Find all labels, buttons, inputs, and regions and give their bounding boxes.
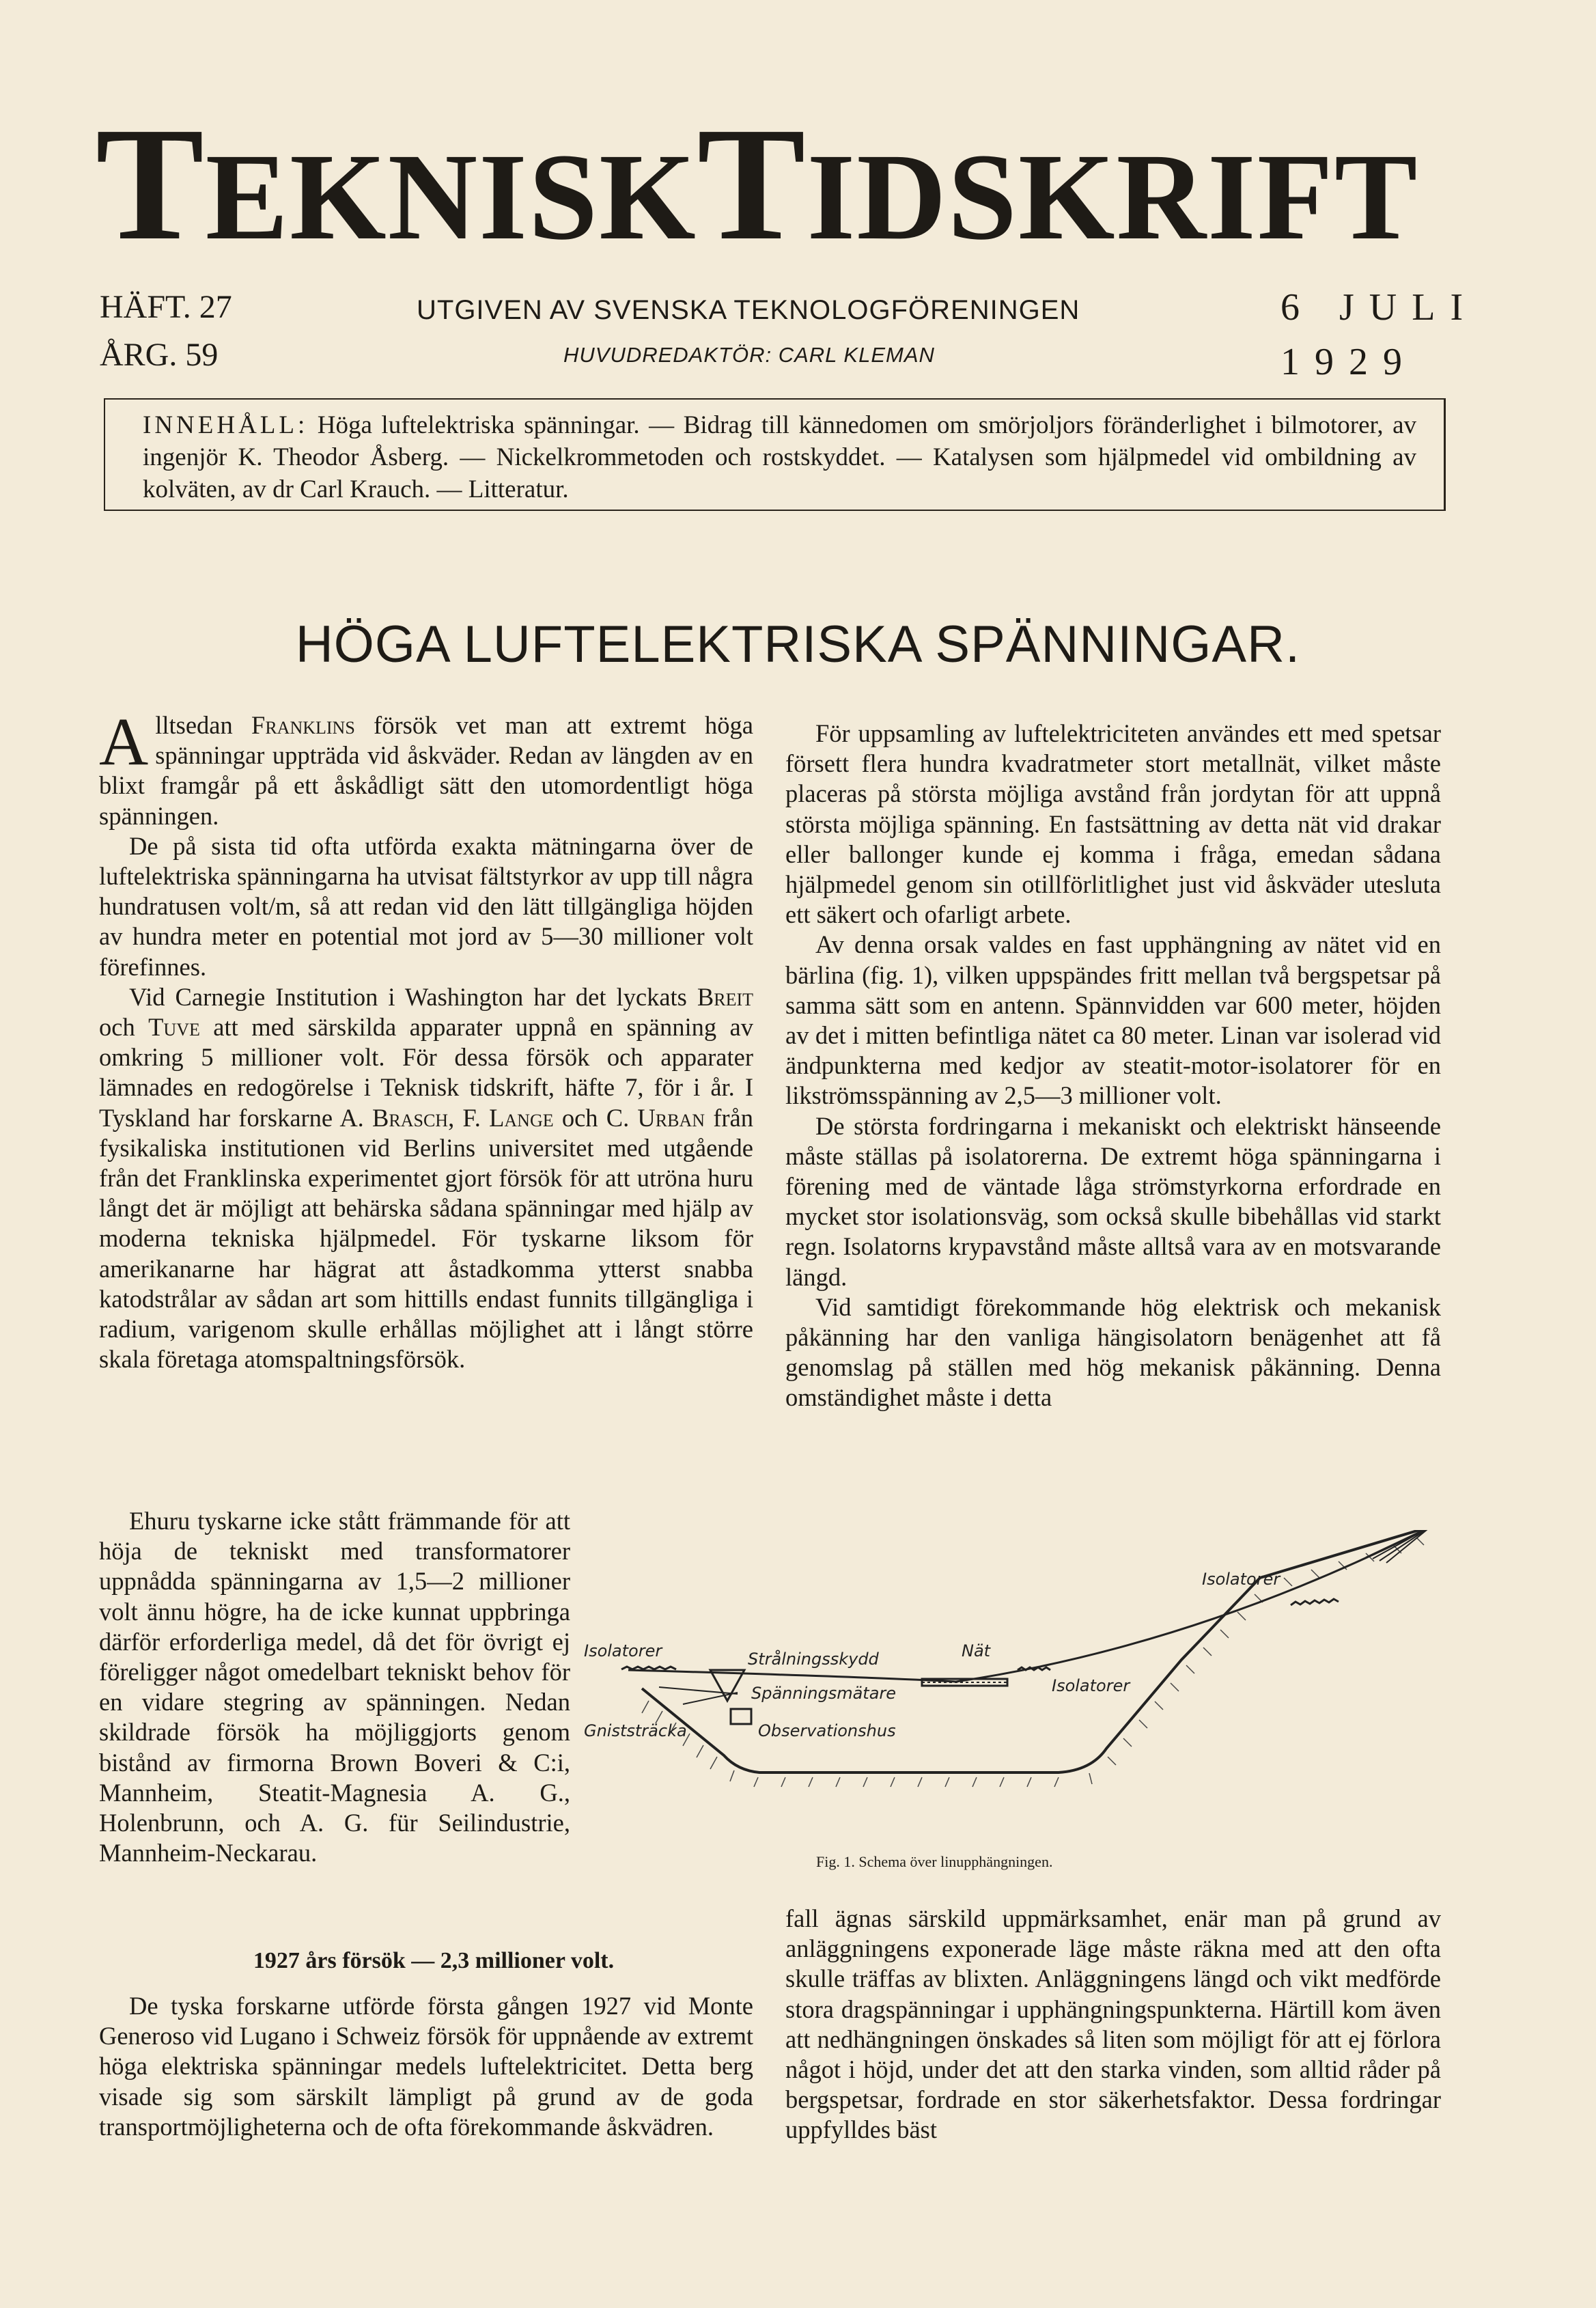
paragraph: För uppsamling av luftelektriciteten användes ett med spetsar försett flera hundra kvadratmeter stort metallnät, vilket måste placeras på största möjliga avstånd från jordytan för att uppnå största möjliga spänning. En fastsättning av detta nät vid drakar eller ballonger kunde ej komma i fråga, emedan sådana hjälpmedel genom sin otillförlitlighet just vid åskväder utesluta ett säkert och ofarligt arbete. (785, 719, 1441, 929)
editor-line: HUVUDREDAKTÖR: CARL KLEMAN (563, 343, 935, 367)
section-subhead: 1927 års försök — 2,3 millioner volt. (253, 1948, 615, 1973)
left-column-bottom (99, 1991, 753, 2142)
paragraph: De största fordringarna i mekaniskt och elektriskt hänseende måste ställas på isolatorerna. De extremt höga spänningarna i förening med de väntade låga strömstyrkorna erfordrade en mycket stor isolationsväg, som också skulle bibehållas vid starkt regn. Isolatorns krypavstånd måste alltså vara av en motsvarande längd. (785, 1111, 1441, 1291)
right-column (785, 719, 1441, 1413)
label-isolatorer-left: Isolatorer (584, 1641, 662, 1660)
masthead-initial: T (96, 94, 206, 274)
text-run: och (99, 1013, 149, 1042)
paragraph: Ehuru tyskarne icke stått främmande för att höja de tekniskt med transformatorer uppnådda spänningarna av 1,5—2 millioner volt ännu högre, ha de icke kunnat uppbringa därför erforderliga medel, då det för övrigt ej föreligger något omedelbart tekniskt behov för en vidare stegring av spänningen. Nedan skildrade försök ha möjliggjorts genom bistånd av firmorna Brown Boveri & C:i, Mannheim, Steatit-Magnesia A. G., Holenbrunn, och A. G. für Seilindustrie, Mannheim-Neckarau. (99, 1507, 570, 1867)
masthead-initial: T (697, 94, 807, 274)
drop-cap: A (99, 704, 149, 779)
contents-label: INNEHÅLL: (143, 411, 309, 439)
observation-house (731, 1709, 751, 1724)
volume-number: ÅRG. 59 (100, 337, 219, 373)
text-run: från fysikaliska institutionen vid Berlins universitet med utgående från det Franklinska experimentet gjort försök för att utröna huru långt det är möjligt att behärska sådana spänningar med hjälp av moderna tekniska hjälpmedel. För tyskarne liksom för amerikanarne har hägrat att åstadkomma ytterst snabba katodstrålar av sådan art som hittills endast funnits tillgängliga i radium, varigenom skulle erhållas möjlighet att i långt större skala företaga atomspaltningsförsök. (99, 1103, 753, 1374)
issue-year: 1929 (1280, 341, 1417, 383)
figure-caption: Fig. 1. Schema över linupphängningen. (816, 1853, 1053, 1870)
label-stralningsskydd: Strålningsskydd (748, 1650, 879, 1669)
label-nat: Nät (962, 1641, 991, 1660)
text-run: att med särskilda apparater uppnå en spänning av omkring 5 millioner volt. För dessa försök och apparater lämnades en redogörelse i Teknisk tidskrift, häfte 7, för i år. I Tyskland har forskarne A. (99, 1013, 754, 1132)
issue-number: HÄFT. 27 (100, 289, 232, 325)
name-breit: Breit (697, 982, 753, 1011)
name-tuve: Tuve (148, 1013, 200, 1042)
contents-text: Höga luftelektriska spänningar. — Bidrag till kännedomen om smörjoljors föränderlighet i bilmotorer, av ingenjör K. Theodor Åsberg. — Nickelkrommetoden och rostskyddet. — Katalysen som hjälpmedel vid ombildning av kolväten, av dr Carl Krauch. — Litteratur. (143, 411, 1416, 503)
paragraph: fall ägnas särskild uppmärksamhet, enär man på grund av anläggningens exponerade läge måste räkna med att den ofta skulle träffas av blixten. Anläggningens längd och vikt medförde stora dragspänningar i upphängningspunkterna. Härtill kom även att nedhängningen önskades så liten som möjligt för att ej förlora något i höjd, under det att den starka vinden, som alltid råder på bergspetsar, fordrade en stor säkerhetsfaktor. Dessa fordringar uppfylldes bäst (785, 1904, 1441, 2144)
text-run: Vid Carnegie Institution i Washington har det lyckats (129, 982, 697, 1011)
paragraph: De tyska forskarne utförde första gången 1927 vid Monte Generoso vid Lugano i Schweiz försök för uppnående av extremt höga elektriska spänningar medels luftelektricitet. Detta berg visade sig som särskilt lämpligt på grund av de goda transportmöjligheterna och de ofta förekommande åskvädren. (99, 1992, 753, 2141)
spark-gap (659, 1687, 738, 1704)
text-run: , F. (448, 1103, 490, 1132)
name-brasch: Brasch (372, 1103, 449, 1132)
publisher-line: UTGIVEN AV SVENSKA TEKNOLOGFÖRENINGEN (417, 295, 1080, 325)
masthead (96, 94, 1461, 274)
insulator-chain-left (621, 1667, 676, 1669)
figure-line-suspension (580, 1530, 1448, 1844)
text-run: försök vet man att extremt höga spänningar uppträda vid åskväder. Redan av längden av en blixt framgår på ett åskådligt sätt den utomordentligt höga spänningen. (99, 711, 754, 830)
name-urban: Urban (637, 1103, 705, 1132)
right-column-bottom (785, 1904, 1441, 2145)
label-gniststracka: Gniststräcka (584, 1721, 687, 1740)
masthead-word-tidskrift: IDSKRIFT (807, 128, 1419, 266)
name-lange: Lange (489, 1103, 554, 1132)
text-run: lltsedan (155, 711, 252, 739)
paragraph: De på sista tid ofta utförda exakta mätningarna över de luftelektriska spänningarna ha utvisat fältstyrkor av upp till några hundratusen volt/m, så att redan vid den lätt tillgängliga höjden av hundra meter en potential mot jord av 5—30 millioner volt förefinnes. (99, 831, 753, 981)
text-run: och C. (553, 1103, 638, 1132)
left-column-narrow (99, 1506, 570, 1868)
name-franklin: Franklins (251, 711, 355, 739)
article-title: HÖGA LUFTELEKTRISKA SPÄNNINGAR. (295, 615, 1301, 673)
insulator-chain-right (1291, 1599, 1339, 1605)
issue-date: 6 JULI (1280, 286, 1479, 329)
paragraph (99, 982, 753, 1375)
label-spanningsmatare: Spänningsmätare (751, 1684, 897, 1703)
left-column (99, 704, 754, 1374)
paragraph: Av denna orsak valdes en fast upphängning av nätet vid en bärlina (fig. 1), vilken uppspändes fritt mellan två bergspetsar på samma sätt som en antenn. Spännvidden var 600 meter, höjden av det i mitten befintliga nätet ca 80 meter. Linan var isolerad vid ändpunkterna med kedjor av steatit-motor-isolatorer för en likströmsspänning av 2,5—3 millioner volt. (785, 930, 1441, 1110)
label-isolatorer-mid: Isolatorer (1052, 1676, 1130, 1695)
masthead-word-teknisk: EKNISK (205, 128, 697, 266)
voltage-meter-tower (710, 1670, 744, 1701)
contents-box (104, 398, 1446, 511)
label-observationshus: Observationshus (758, 1721, 896, 1740)
label-isolatorer-right: Isolatorer (1202, 1570, 1280, 1589)
paragraph: Vid samtidigt förekommande hög elektrisk och mekanisk påkänning har den vanliga hängisolatorn benägenhet att få genomslag på ställen med hög mekanisk påkänning. Denna omständighet måste i detta (785, 1292, 1441, 1412)
paragraph (99, 704, 754, 831)
